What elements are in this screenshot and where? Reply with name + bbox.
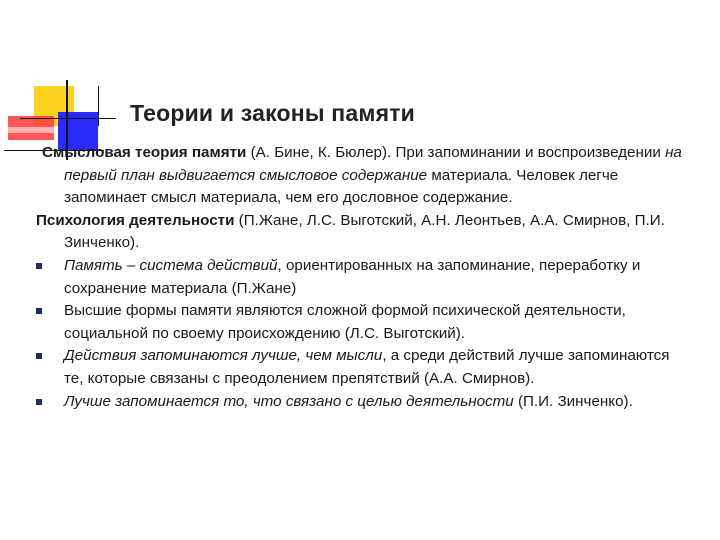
bullet-italic: Лучше запоминается то, что связано с целью деятельности — [64, 392, 514, 410]
decor-pink-stripe — [8, 127, 54, 133]
square-bullet-icon — [36, 399, 42, 405]
semantic-authors: (А. Бине, К. Бюлер). При запоминании и воспроизведении — [246, 144, 666, 161]
bullet-italic: Действия запоминаются лучше, чем мысли — [64, 347, 383, 365]
bullet-text: (П.И. Зинченко). — [513, 392, 633, 410]
list-item — [36, 300, 686, 345]
paragraph-semantic-theory — [36, 142, 686, 210]
decor-horizontal-line — [20, 118, 116, 119]
list-item — [36, 345, 686, 390]
decor-vertical-line-2 — [98, 86, 99, 126]
list-item — [36, 391, 686, 414]
semantic-italic: на первый план выдвигается смысловое содержание — [64, 144, 682, 184]
square-bullet-icon — [36, 263, 42, 269]
paragraph-activity-psychology — [36, 210, 686, 255]
term-activity-psychology: Психология деятельности — [36, 211, 235, 229]
bullet-text: , ориентированных на запоминание, переработку и сохранение материала (П.Жане) — [64, 256, 641, 297]
slide-content — [36, 142, 686, 413]
list-item — [36, 255, 686, 300]
square-bullet-icon — [36, 353, 42, 359]
term-semantic-theory: Смысловая теория памяти — [42, 144, 247, 161]
semantic-rest: материала. Человек легче запоминает смысл материала, чем его дословное содержание. — [64, 166, 619, 207]
bullet-text: , а среди действий лучше запоминаются те, которые связаны с преодолением препятствий (А.А. Смирнов). — [64, 347, 670, 387]
slide-title: Теории и законы памяти — [130, 100, 416, 126]
activity-authors: (П.Жане, Л.С. Выготский, А.Н. Леонтьев, А.А. Смирнов, П.И. Зинченко). — [64, 211, 665, 252]
square-bullet-icon — [36, 308, 42, 314]
bullet-italic: Память – система действий — [64, 256, 278, 274]
bullet-text: Высшие формы памяти являются сложной формой психической деятельности, социальной по своему происхождению (Л.С. Выготский). — [64, 302, 626, 342]
